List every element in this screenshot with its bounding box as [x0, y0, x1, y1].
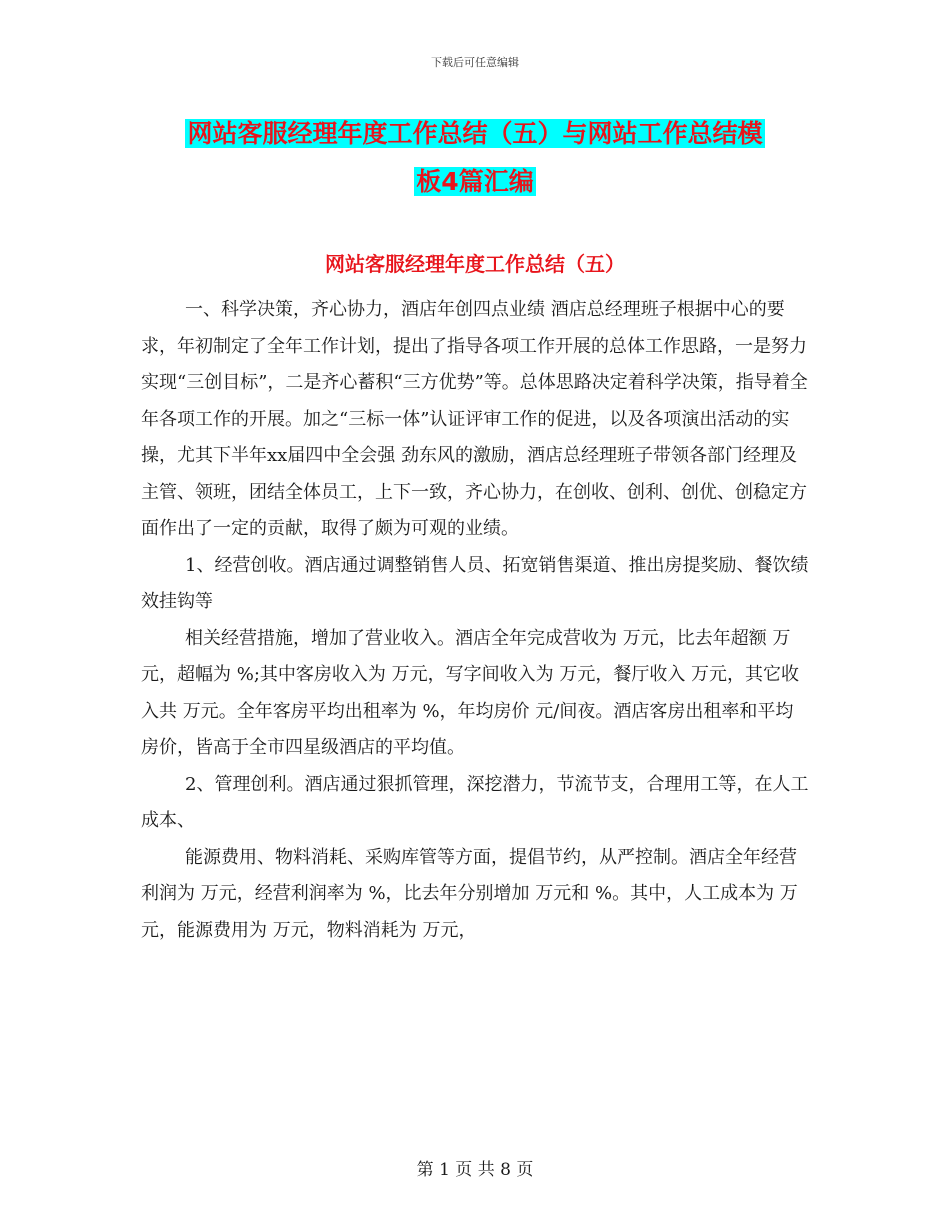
paragraph-4: 2、管理创利。酒店通过狠抓管理，深挖潜力，节流节支，合理用工等，在人工成本、 — [141, 773, 809, 831]
paragraph-3: 相关经营措施，增加了营业收入。酒店全年完成营收为 万元，比去年超额 万元，超幅为 %;其中客房收入为 万元，写字间收入为 万元，餐厅收入 万元，其它收入共 万元。全年客房平均出租率为 %，年均房价 元/间夜。酒店客房出租率和平均房价，皆高于全市四星级酒店的平均值。 — [141, 627, 800, 758]
paragraph-1: 一、科学决策，齐心协力，酒店年创四点业绩 酒店总经理班子根据中心的要求，年初制定了全年工作计划，提出了指导各项工作开展的总体工作思路，一是努力实现“三创目标”，二是齐心蓄积“三方优势”等。总体思路决定着科学决策，指导着全年各项工作的开展。加之“三标一体”认证评审工作的促进，以及各项演出活动的实操，尤其下半年xx届四中全会强 劲东风的激励，酒店总经理班子带领各部门经理及主管、领班，团结全体员工，上下一致，齐心协力，在创收、创利、创优、创稳定方面作出了一定的贡献，取得了颇为可观的业绩。 — [141, 299, 808, 539]
paragraph-2: 1、经营创收。酒店通过调整销售人员、拓宽销售渠道、推出房提奖励、餐饮绩效挂钩等 — [141, 554, 809, 612]
section-title: 网站客服经理年度工作总结（五） — [325, 252, 625, 276]
document-title — [0, 110, 950, 206]
title-line-2: 板4篇汇编 — [416, 167, 534, 196]
document-body — [141, 292, 809, 949]
header-note: 下载后可任意编辑 — [431, 56, 519, 69]
title-line-1: 网站客服经理年度工作总结（五）与网站工作总结模 — [187, 119, 763, 148]
page-footer: 第 1 页 共 8 页 — [416, 1160, 534, 1180]
paragraph-5: 能源费用、物料消耗、采购库管等方面，提倡节约，从严控制。酒店全年经营利润为 万元，经营利润率为 %，比去年分别增加 万元和 %。其中，人工成本为 万元，能源费用为 万元，物料消耗为 万元， — [141, 846, 798, 941]
